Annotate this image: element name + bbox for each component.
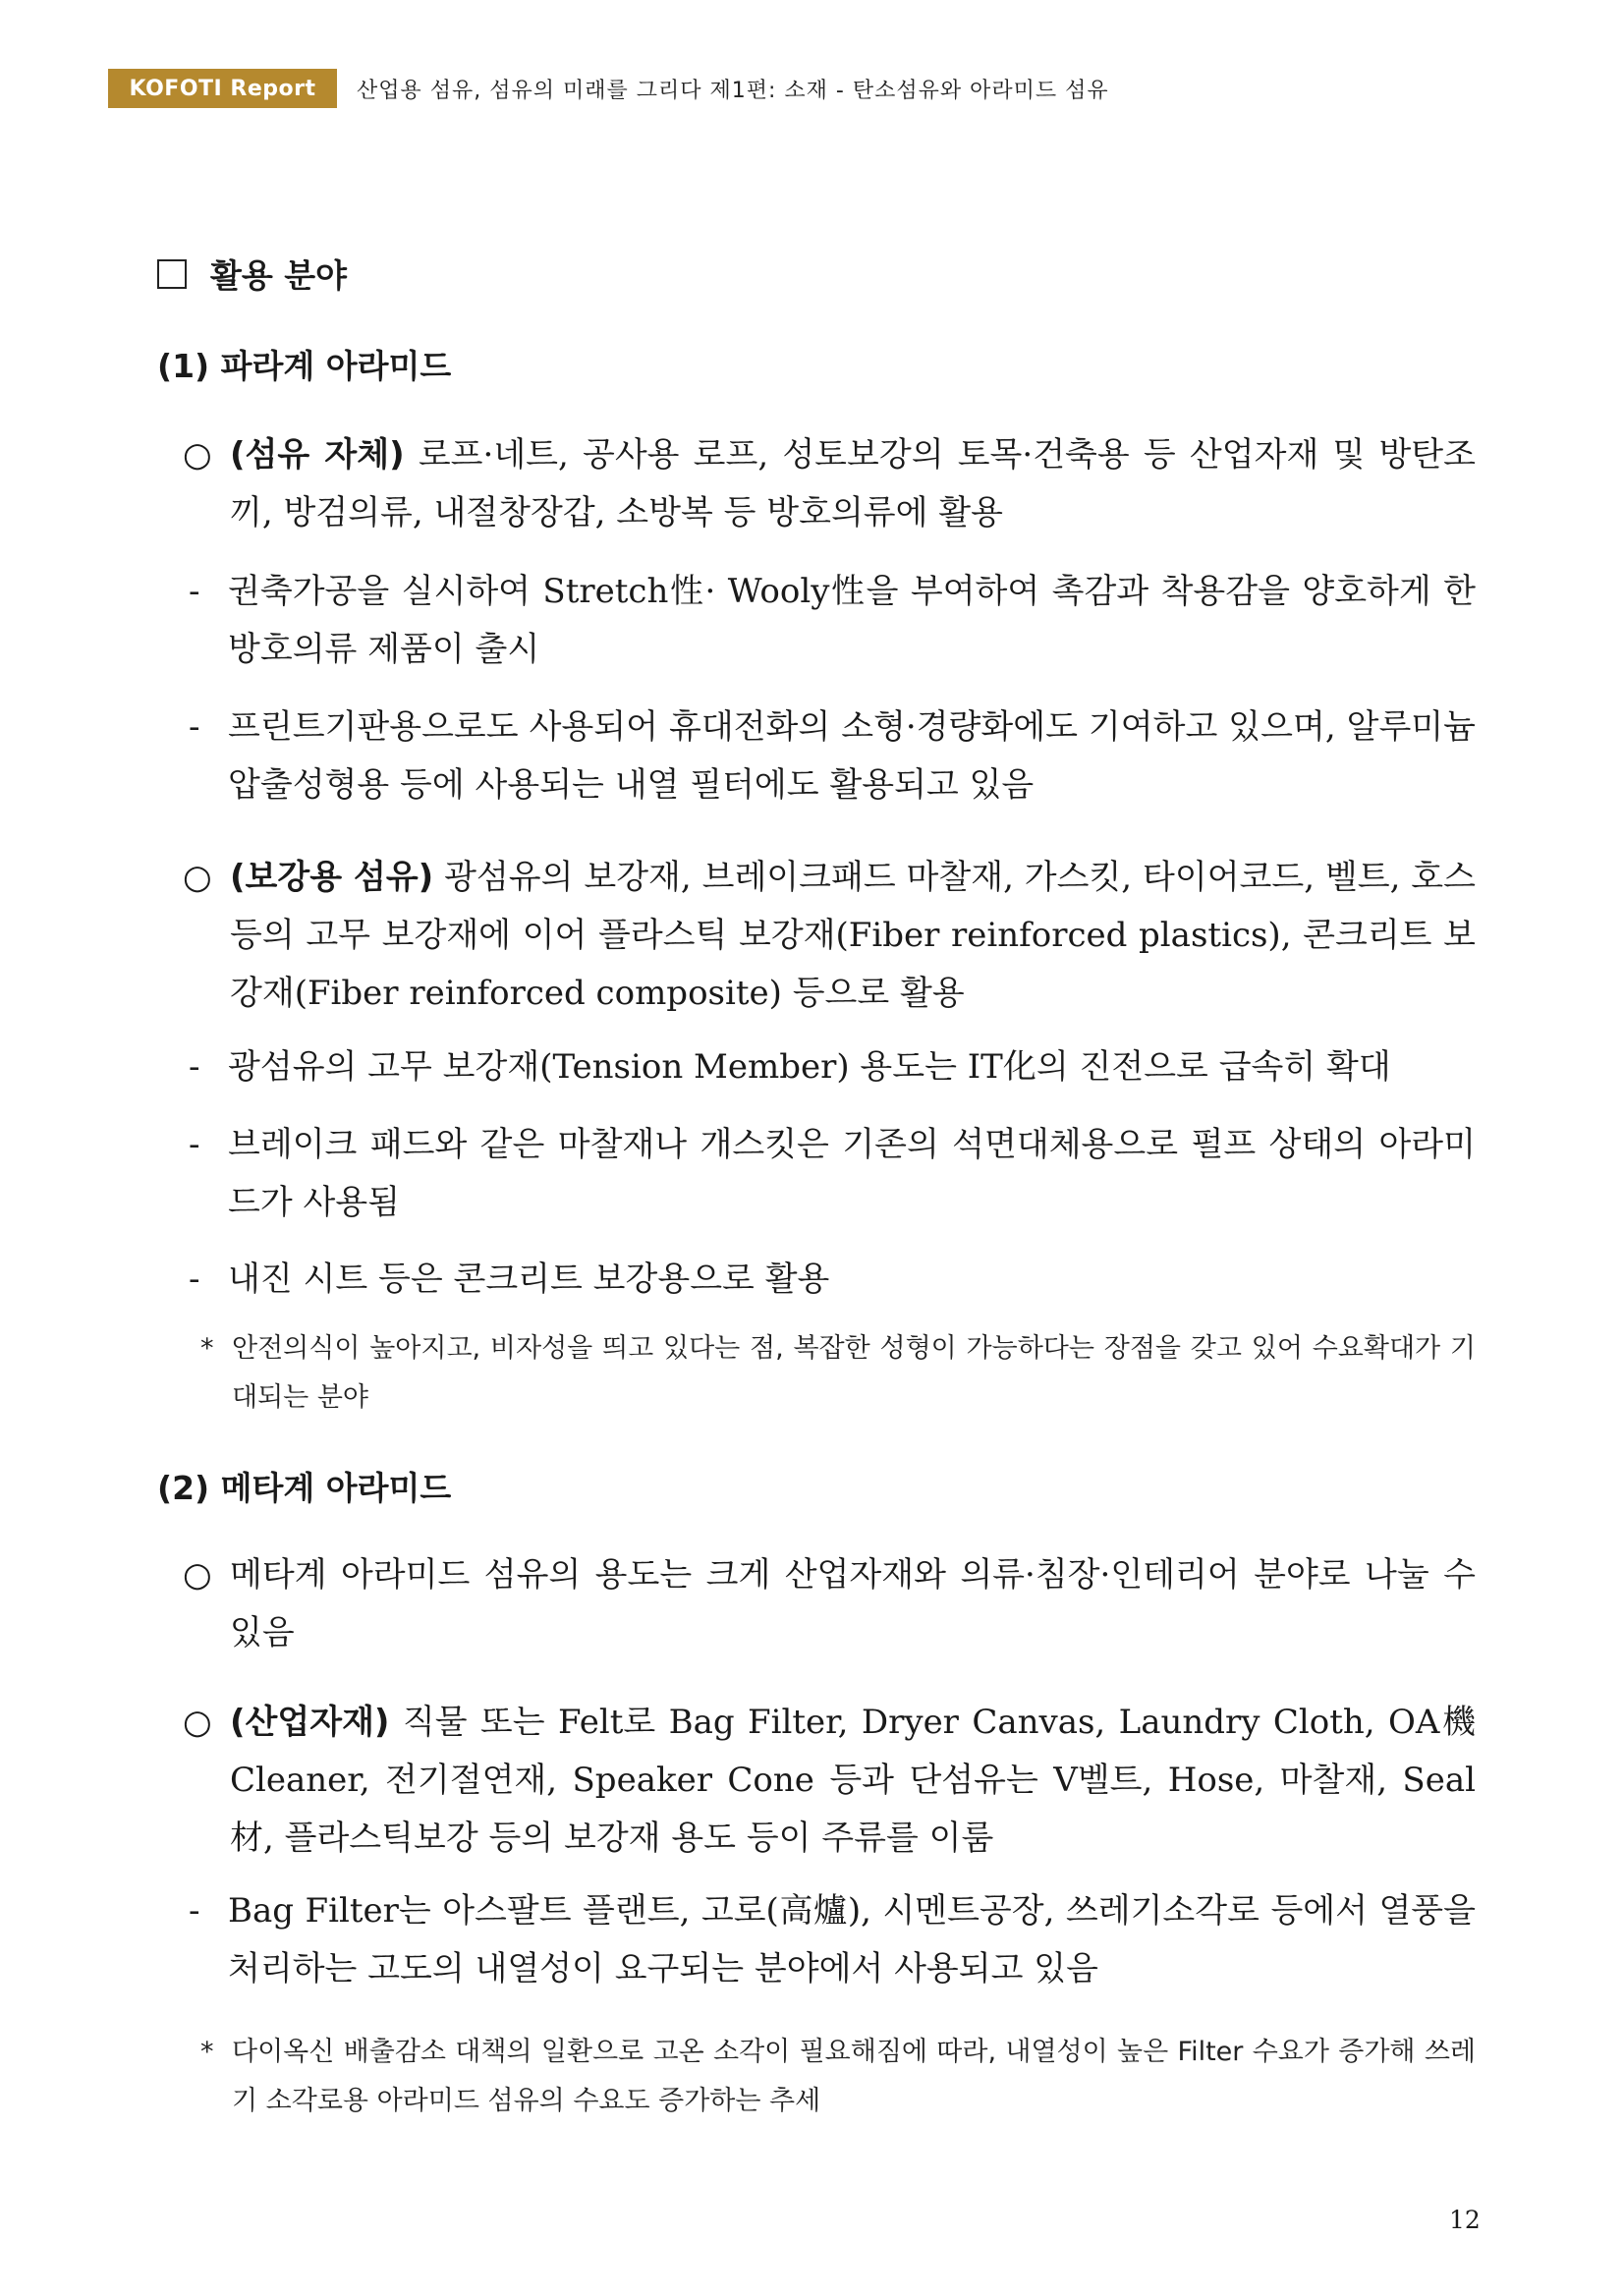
circle-bullet-icon: ○ — [183, 1703, 212, 1742]
bullet-body: 광섬유의 보강재, 브레이크패드 마찰재, 가스킷, 타이어코드, 벨트, 호스 등의 고무 보강재에 이어 플라스틱 보강재(Fiber reinforced plastics), 콘크리트 보강재(Fiber reinforced composite) 등으로 활용 — [230, 858, 1476, 1013]
dash-marker: - — [189, 1891, 200, 1931]
dash-item-crimping — [189, 563, 1476, 679]
dash-item-brake-pad — [189, 1116, 1476, 1232]
bullet-text — [230, 426, 1476, 542]
dash-item-seismic-sheet — [189, 1251, 1476, 1309]
bullet-label: (산업자재) — [230, 1703, 390, 1742]
note-text: 안전의식이 높아지고, 비자성을 띄고 있다는 점, 복잡한 성형이 가능하다는 장점을 갖고 있어 수요확대가 기대되는 분야 — [232, 1333, 1476, 1413]
dash-marker: - — [189, 707, 200, 747]
bullet-industrial-materials — [183, 1694, 1476, 1868]
bullet-fiber-itself — [183, 426, 1476, 542]
note-text: 다이옥신 배출감소 대책의 일환으로 고온 소각이 필요해짐에 따라, 내열성이 높은 Filter 수요가 증가해 쓰레기 소각로용 아라미드 섬유의 수요도 증가하는 추세 — [232, 2037, 1476, 2116]
dash-text: 광섬유의 고무 보강재(Tension Member) 용도는 IT化의 진전으로 급속히 확대 — [228, 1047, 1391, 1087]
bullet-text — [230, 849, 1476, 1023]
asterisk-marker: * — [200, 2037, 214, 2067]
section-title — [157, 251, 347, 297]
dash-text: 권축가공을 실시하여 Stretch性· Wooly性을 부여하여 촉감과 착용감을 양호하게 한 방호의류 제품이 출시 — [228, 572, 1476, 669]
dash-item-tension-member — [189, 1038, 1476, 1096]
page-number: 12 — [1449, 2206, 1481, 2234]
checkbox-icon — [157, 259, 187, 289]
dash-marker: - — [189, 1047, 200, 1087]
bullet-reinforcing-fiber — [183, 849, 1476, 1023]
dash-item-bag-filter — [189, 1882, 1476, 1998]
note-safety — [200, 1324, 1476, 1423]
bullet-text: 메타계 아라미드 섬유의 용도는 크게 산업자재와 의류·침장·인테리어 분야로 나눌 수 있음 — [230, 1555, 1476, 1652]
dash-item-pcb — [189, 699, 1476, 814]
dash-marker: - — [189, 1125, 200, 1164]
bullet-body: 직물 또는 Felt로 Bag Filter, Dryer Canvas, Laundry Cloth, OA機 Cleaner, 전기절연재, Speaker Cone 등과 단섬유는 V벨트, Hose, 마찰재, Seal材, 플라스틱보강 등의 보강재 용도 등이 주류를 이룸 — [230, 1703, 1476, 1858]
bullet-body: 로프·네트, 공사용 로프, 성토보강의 토목·건축용 등 산업자재 및 방탄조끼, 방검의류, 내절창장갑, 소방복 등 방호의류에 활용 — [230, 435, 1476, 532]
circle-bullet-icon: ○ — [183, 1555, 212, 1595]
header-title: 산업용 섬유, 섬유의 미래를 그리다 제1편: 소재 - 탄소섬유와 아라미드 섬유 — [357, 78, 1109, 103]
bullet-label: (섬유 자체) — [230, 435, 405, 475]
bullet-meta-usage — [183, 1546, 1476, 1662]
dash-text: 프린트기판용으로도 사용되어 휴대전화의 소형·경량화에도 기여하고 있으며, 알루미늄 압출성형용 등에 사용되는 내열 필터에도 활용되고 있음 — [228, 707, 1476, 805]
subsection-title-meta: (2) 메타계 아라미드 — [157, 1469, 452, 1507]
circle-bullet-icon: ○ — [183, 858, 212, 897]
page-header — [108, 69, 1109, 108]
asterisk-marker: * — [200, 1333, 214, 1364]
note-dioxin — [200, 2028, 1476, 2126]
dash-text: 브레이크 패드와 같은 마찰재나 개스킷은 기존의 석면대체용으로 펄프 상태의 아라미드가 사용됨 — [228, 1125, 1476, 1222]
dash-text: 내진 시트 등은 콘크리트 보강용으로 활용 — [228, 1260, 830, 1299]
section-title-text: 활용 분야 — [210, 256, 348, 295]
subsection-title-para: (1) 파라계 아라미드 — [157, 347, 452, 385]
dash-text: Bag Filter는 아스팔트 플랜트, 고로(高爐), 시멘트공장, 쓰레기소각로 등에서 열풍을 처리하는 고도의 내열성이 요구되는 분야에서 사용되고 있음 — [228, 1891, 1476, 1988]
brand-label: KOFOTI Report — [108, 69, 337, 108]
circle-bullet-icon: ○ — [183, 435, 212, 475]
bullet-label: (보강용 섬유) — [230, 858, 434, 897]
dash-marker: - — [189, 1260, 200, 1299]
dash-marker: - — [189, 572, 200, 611]
bullet-text — [230, 1694, 1476, 1868]
